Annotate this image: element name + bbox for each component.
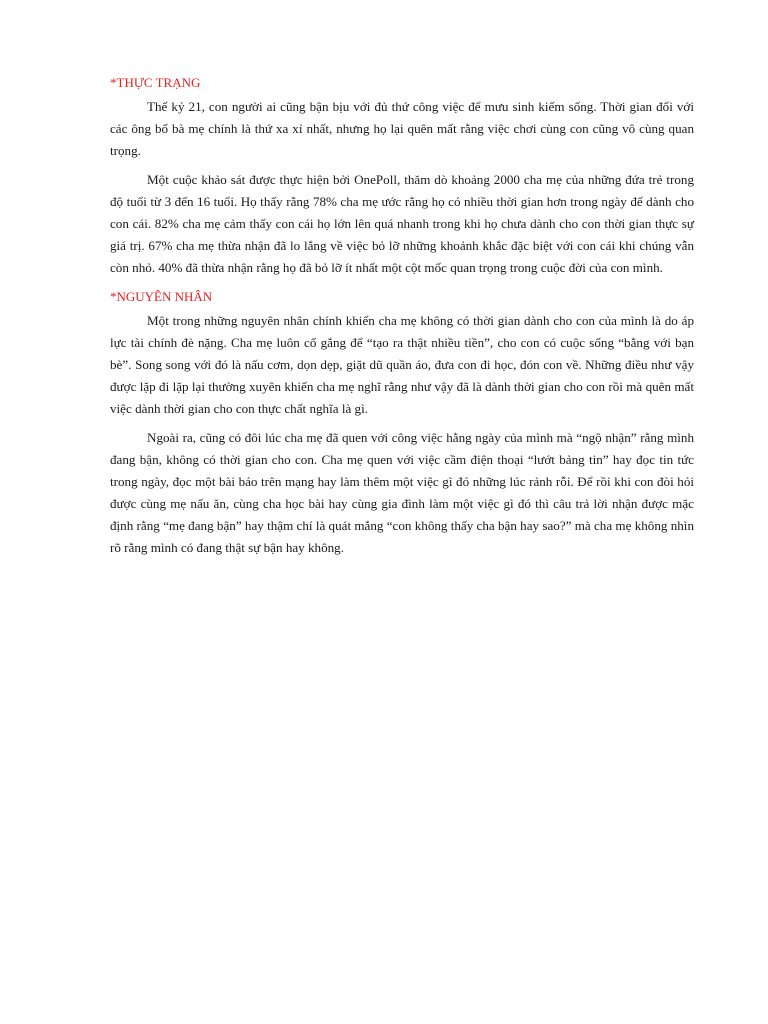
paragraph: Một cuộc khảo sát được thực hiện bởi OnePoll, thăm dò khoảng 2000 cha mẹ của những đứa trẻ trong độ tuổi từ 3 đến 16 tuổi. Họ thấy rằng 78% cha mẹ ước rằng họ có nhiều thời gian hơn trong ngày để dành cho con cái. 82% cha mẹ cảm thấy con cái họ lớn lên quá nhanh trong khi họ chưa dành cho con thời gian thực sự giá trị. 67% cha mẹ thừa nhận đã lo lắng về việc bỏ lỡ những khoảnh khắc đặc biệt với con cái khi chúng vẫn còn nhỏ. 40% đã thừa nhận rằng họ đã bỏ lỡ ít nhất một cột mốc quan trọng trong cuộc đời của con mình. <box>110 172 694 275</box>
paragraph: Thế kỷ 21, con người ai cũng bận bịu với đủ thứ công việc để mưu sinh kiếm sống. Thời gian đối với các ông bố bà mẹ chính là thứ xa xỉ nhất, nhưng họ lại quên mất rằng việc chơi cùng con cũng vô cùng quan trọng. <box>110 99 694 158</box>
paragraph: Ngoài ra, cũng có đôi lúc cha mẹ đã quen với công việc hằng ngày của mình mà “ngộ nhận” rằng mình đang bận, không có thời gian cho con. Cha mẹ quen với việc cầm điện thoại “lướt bảng tin” hay đọc tin tức trong ngày, đọc một bài báo trên mạng hay làm thêm một việc gì đó những lúc rảnh rỗi. Để rồi khi con đòi hỏi được cùng mẹ nấu ăn, cùng cha học bài hay cùng gia đình làm một việc gì đó thì câu trả lời nhận được mặc định rằng “mẹ đang bận” hay thậm chí là quát mắng “con không thấy cha bận hay sao?” mà cha mẹ không nhìn rõ rằng mình có đang thật sự bận hay không. <box>110 430 694 555</box>
section-thuc-trang <box>110 72 694 279</box>
section-heading: *THỰC TRẠNG <box>110 75 201 90</box>
paragraph: Một trong những nguyên nhân chính khiến cha mẹ không có thời gian dành cho con của mình là do áp lực tài chính đè nặng. Cha mẹ luôn cố gắng để “tạo ra thật nhiều tiền”, cho con có cuộc sống “bằng với bạn bè”. Song song với đó là nấu cơm, dọn dẹp, giặt dũ quần áo, đưa con đi học, đón con về. Những điều như vậy được lặp đi lặp lại thường xuyên khiến cha mẹ nghĩ rằng như vậy đã là dành thời gian cho con rồi mà quên mất việc dành thời gian cho con thực chất nghĩa là gì. <box>110 313 694 416</box>
section-heading: *NGUYÊN NHÂN <box>110 289 213 304</box>
section-nguyen-nhan <box>110 286 694 559</box>
document-page <box>110 72 694 566</box>
